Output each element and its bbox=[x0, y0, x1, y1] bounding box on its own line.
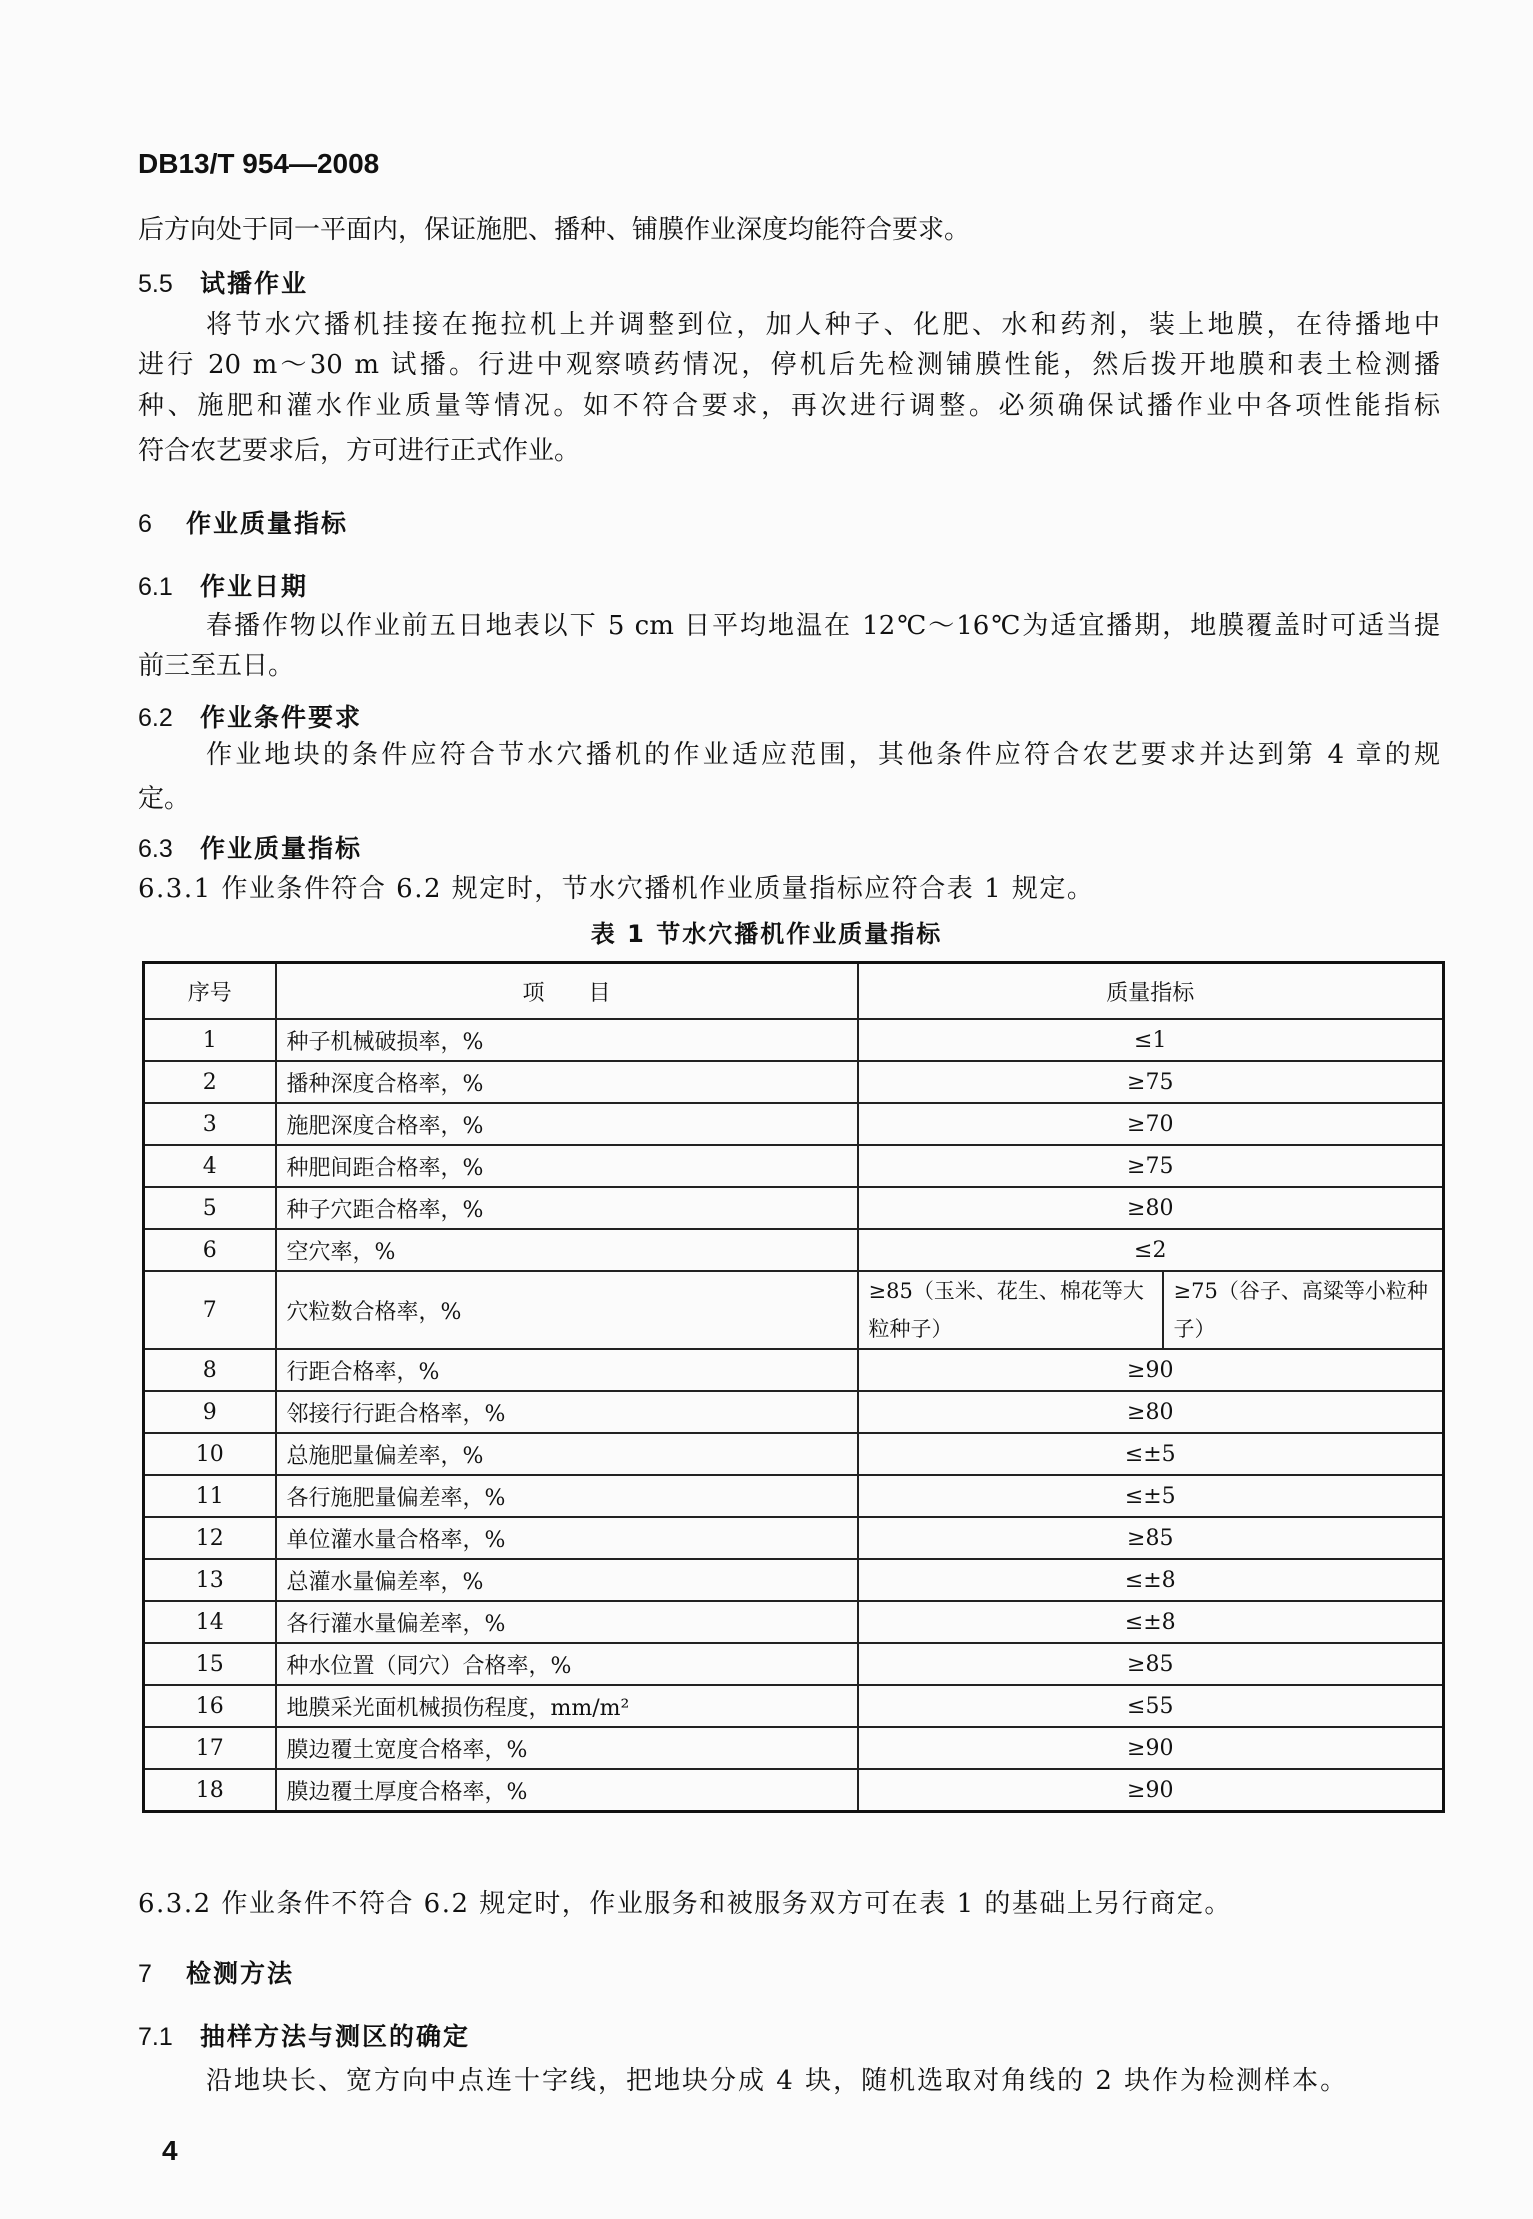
seq-cell: 18 bbox=[144, 1769, 276, 1812]
section-number: 6 bbox=[138, 510, 152, 538]
section-heading-5-5 bbox=[138, 264, 308, 300]
item-cell: 行距合格率，% bbox=[276, 1349, 858, 1391]
table-row bbox=[144, 1187, 1444, 1229]
item-cell: 各行灌水量偏差率，% bbox=[276, 1601, 858, 1643]
item-cell: 总施肥量偏差率，% bbox=[276, 1433, 858, 1475]
index-cell: ≥90 bbox=[858, 1349, 1444, 1391]
section-heading-7-1 bbox=[138, 2017, 470, 2053]
table-row bbox=[144, 1271, 1444, 1349]
index-cell: ≥85 bbox=[858, 1643, 1444, 1685]
seq-cell: 16 bbox=[144, 1685, 276, 1727]
table-row bbox=[144, 1643, 1444, 1685]
table-row bbox=[144, 1349, 1444, 1391]
index-cell: ≥90 bbox=[858, 1727, 1444, 1769]
section-title: 作业质量指标 bbox=[186, 509, 349, 538]
index-cell: ≥70 bbox=[858, 1103, 1444, 1145]
seq-cell: 7 bbox=[144, 1271, 276, 1349]
item-cell: 空穴率，% bbox=[276, 1229, 858, 1271]
table-row bbox=[144, 1061, 1444, 1103]
index-cell: ≥75 bbox=[858, 1061, 1444, 1103]
clause-6-3-2: 6.3.2 作业条件不符合 6.2 规定时，作业服务和被服务双方可在表 1 的基础上另行商定。 bbox=[138, 1889, 1232, 1919]
seq-cell: 13 bbox=[144, 1559, 276, 1601]
item-cell: 膜边覆土厚度合格率，% bbox=[276, 1769, 858, 1812]
item-cell: 种子穴距合格率，% bbox=[276, 1187, 858, 1229]
section-title: 作业日期 bbox=[200, 572, 309, 601]
paragraph-line: 沿地块长、宽方向中点连十字线，把地块分成 4 块，随机选取对角线的 2 块作为检测样本。 bbox=[206, 2066, 1349, 2096]
index-cell: ≤2 bbox=[858, 1229, 1444, 1271]
header-seq: 序号 bbox=[144, 963, 276, 1020]
paragraph-line: 进行 20 m～30 m 试播。行进中观察喷药情况，停机后先检测铺膜性能，然后拨开地膜和表土检测播 bbox=[138, 350, 1440, 380]
item-cell: 种肥间距合格率，% bbox=[276, 1145, 858, 1187]
section-title: 作业条件要求 bbox=[200, 703, 363, 732]
paragraph-line: 作业地块的条件应符合节水穴播机的作业适应范围，其他条件应符合农艺要求并达到第 4 章的规 bbox=[206, 740, 1440, 770]
seq-cell: 4 bbox=[144, 1145, 276, 1187]
index-cell: ≥75 bbox=[858, 1145, 1444, 1187]
paragraph-line: 将节水穴播机挂接在拖拉机上并调整到位，加人种子、化肥、水和药剂，装上地膜，在待播地中 bbox=[206, 310, 1440, 340]
seq-cell: 2 bbox=[144, 1061, 276, 1103]
paragraph-line: 春播作物以作业前五日地表以下 5 cm 日平均地温在 12℃～16℃为适宜播期，地膜覆盖时可适当提 bbox=[206, 611, 1440, 641]
seq-cell: 17 bbox=[144, 1727, 276, 1769]
seq-cell: 12 bbox=[144, 1517, 276, 1559]
index-cell: ≤±8 bbox=[858, 1601, 1444, 1643]
item-cell: 地膜采光面机械损伤程度，mm/m² bbox=[276, 1685, 858, 1727]
index-cell-small-seed: ≥75（谷子、高粱等小粒种子） bbox=[1163, 1271, 1444, 1349]
seq-cell: 14 bbox=[144, 1601, 276, 1643]
index-cell: ≥80 bbox=[858, 1391, 1444, 1433]
table-row bbox=[144, 1727, 1444, 1769]
page-number: 4 bbox=[162, 2135, 178, 2166]
quality-index-table bbox=[142, 961, 1445, 1813]
table-row bbox=[144, 1685, 1444, 1727]
index-cell: ≥85 bbox=[858, 1517, 1444, 1559]
table-row bbox=[144, 1475, 1444, 1517]
seq-cell: 6 bbox=[144, 1229, 276, 1271]
section-number: 6.2 bbox=[138, 704, 173, 732]
item-cell: 邻接行行距合格率，% bbox=[276, 1391, 858, 1433]
section-title: 抽样方法与测区的确定 bbox=[200, 2022, 471, 2051]
index-cell: ≤±5 bbox=[858, 1475, 1444, 1517]
table-row bbox=[144, 1601, 1444, 1643]
item-cell: 总灌水量偏差率，% bbox=[276, 1559, 858, 1601]
document-id: DB13/T 954—2008 bbox=[138, 148, 380, 179]
section-heading-7 bbox=[138, 1954, 294, 1990]
index-cell: ≥80 bbox=[858, 1187, 1444, 1229]
seq-cell: 3 bbox=[144, 1103, 276, 1145]
section-heading-6 bbox=[138, 504, 348, 540]
table-row bbox=[144, 1103, 1444, 1145]
index-cell: ≥90 bbox=[858, 1769, 1444, 1812]
section-heading-6-2 bbox=[138, 698, 362, 734]
section-heading-6-1 bbox=[138, 567, 308, 603]
index-cell: ≤±5 bbox=[858, 1433, 1444, 1475]
seq-cell: 8 bbox=[144, 1349, 276, 1391]
section-title: 检测方法 bbox=[186, 1959, 295, 1988]
table-header-row bbox=[144, 963, 1444, 1020]
section-title: 试播作业 bbox=[200, 269, 309, 298]
table-caption: 表 1 节水穴播机作业质量指标 bbox=[590, 920, 943, 948]
item-cell: 各行施肥量偏差率，% bbox=[276, 1475, 858, 1517]
section-number: 7 bbox=[138, 1960, 152, 1988]
clause-6-3-1: 6.3.1 作业条件符合 6.2 规定时，节水穴播机作业质量指标应符合表 1 规定。 bbox=[138, 874, 1095, 904]
paragraph-line: 定。 bbox=[138, 784, 191, 814]
table-row bbox=[144, 1019, 1444, 1061]
paragraph-line: 种、施肥和灌水作业质量等情况。如不符合要求，再次进行调整。必须确保试播作业中各项性能指标 bbox=[138, 391, 1440, 421]
section-number: 6.1 bbox=[138, 573, 173, 601]
seq-cell: 5 bbox=[144, 1187, 276, 1229]
paragraph-line: 前三至五日。 bbox=[138, 651, 295, 681]
seq-cell: 1 bbox=[144, 1019, 276, 1061]
paragraph-line: 后方向处于同一平面内，保证施肥、播种、铺膜作业深度均能符合要求。 bbox=[138, 215, 971, 245]
index-cell: ≤1 bbox=[858, 1019, 1444, 1061]
table-row bbox=[144, 1391, 1444, 1433]
seq-cell: 10 bbox=[144, 1433, 276, 1475]
table-row bbox=[144, 1769, 1444, 1812]
section-heading-6-3 bbox=[138, 829, 362, 865]
index-cell: ≤55 bbox=[858, 1685, 1444, 1727]
table-row bbox=[144, 1517, 1444, 1559]
item-cell: 种水位置（同穴）合格率，% bbox=[276, 1643, 858, 1685]
section-number: 5.5 bbox=[138, 270, 173, 298]
table-row bbox=[144, 1433, 1444, 1475]
section-number: 7.1 bbox=[138, 2023, 173, 2051]
item-cell: 播种深度合格率，% bbox=[276, 1061, 858, 1103]
index-cell-large-seed: ≥85（玉米、花生、棉花等大粒种子） bbox=[858, 1271, 1163, 1349]
item-cell: 单位灌水量合格率，% bbox=[276, 1517, 858, 1559]
seq-cell: 15 bbox=[144, 1643, 276, 1685]
index-cell: ≤±8 bbox=[858, 1559, 1444, 1601]
paragraph-line: 符合农艺要求后，方可进行正式作业。 bbox=[138, 436, 581, 466]
section-title: 作业质量指标 bbox=[200, 834, 363, 863]
item-cell: 穴粒数合格率，% bbox=[276, 1271, 858, 1349]
table-row bbox=[144, 1229, 1444, 1271]
seq-cell: 9 bbox=[144, 1391, 276, 1433]
section-number: 6.3 bbox=[138, 835, 173, 863]
item-cell: 种子机械破损率，% bbox=[276, 1019, 858, 1061]
header-item: 项 目 bbox=[276, 963, 858, 1020]
seq-cell: 11 bbox=[144, 1475, 276, 1517]
table-row bbox=[144, 1145, 1444, 1187]
table-row bbox=[144, 1559, 1444, 1601]
item-cell: 施肥深度合格率，% bbox=[276, 1103, 858, 1145]
item-cell: 膜边覆土宽度合格率，% bbox=[276, 1727, 858, 1769]
header-index: 质量指标 bbox=[858, 963, 1444, 1020]
